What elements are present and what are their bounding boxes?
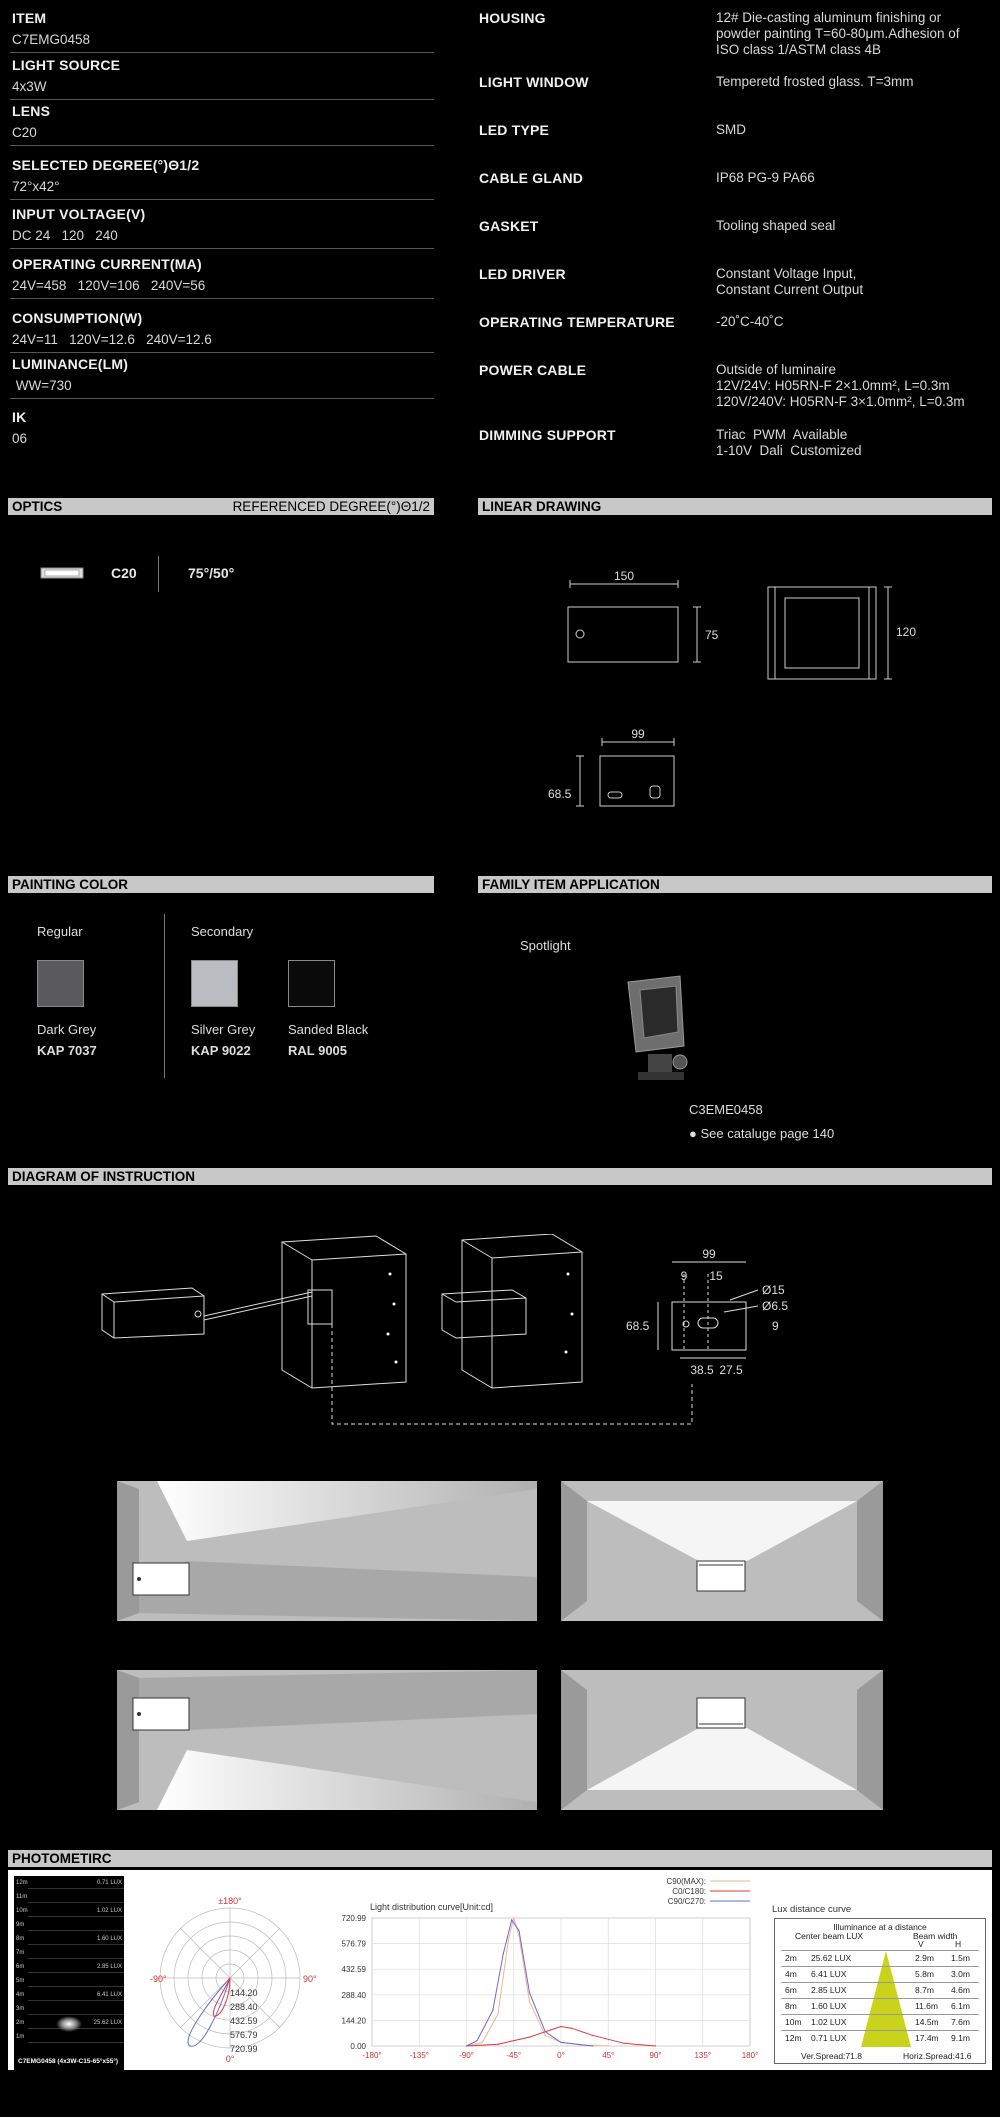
spec-divider — [10, 352, 434, 353]
chart-x-tick: 45° — [602, 2051, 615, 2060]
chart-point — [608, 2045, 609, 2046]
spec-value: 24V=458 120V=106 240V=56 — [12, 278, 206, 293]
lux-row-h: 3.0m — [951, 1969, 970, 1979]
spec-value: 24V=11 120V=12.6 240V=12.6 — [12, 332, 212, 347]
photometric-header — [8, 1850, 992, 1867]
diagram-header — [8, 1168, 992, 1185]
thumbnail-caption: C7EMG0458 (4x3W-C15-65°x55°) — [18, 2058, 119, 2065]
lux-row-v: 8.7m — [915, 1985, 934, 1995]
polar-diagram — [150, 1890, 318, 2066]
spec-value: DC 24 120 240 — [12, 228, 118, 243]
lux-row-distance: 12m — [785, 2033, 802, 2043]
chart-point — [529, 2001, 530, 2002]
thumbnail-gridline — [28, 1888, 124, 1889]
chart-x-tick: -45° — [506, 2051, 522, 2060]
optics-divider — [158, 556, 159, 592]
chart-point — [545, 2031, 546, 2032]
spec-label: LIGHT SOURCE — [12, 57, 121, 73]
chart-legend — [666, 1877, 750, 1906]
spec-label: LIGHT WINDOW — [479, 74, 589, 90]
spec-divider — [10, 199, 434, 200]
polar-ring-2: 288.40 — [230, 2002, 258, 2012]
lux-table-header-v: V — [918, 1939, 924, 1949]
spec-label: SELECTED DEGREE(°)Θ1/2 — [12, 157, 200, 173]
chart-point — [511, 1919, 512, 1920]
diagram-dim-9: 9 — [680, 1269, 688, 1283]
lux-row-value: 25.62 LUX — [811, 1953, 852, 1963]
polar-bottom-label: 0° — [225, 2054, 235, 2064]
thumbnail-lux: 1.02 LUX — [96, 1908, 122, 1914]
polar-left-label: -90° — [150, 1974, 167, 1984]
spec-value: Triac PWM Available 1-10V Dali Customized — [716, 427, 862, 458]
spec-value: Constant Voltage Input, Constant Current Output — [716, 266, 864, 297]
color-swatch — [288, 960, 335, 1007]
spec-value: SMD — [716, 122, 746, 137]
thumbnail-gridline — [28, 1972, 124, 1973]
spec-value: IP68 PG-9 PA66 — [716, 170, 815, 185]
thumbnail-distance: 3m — [16, 2006, 25, 2012]
thumbnail-gridline — [28, 1944, 124, 1945]
family-item-header — [478, 876, 992, 893]
chart-x-tick: 0° — [557, 2051, 565, 2060]
spec-divider — [10, 298, 434, 299]
lux-table — [774, 1918, 986, 2064]
painting-color-header — [8, 876, 434, 893]
linear-drawing-title: LINEAR DRAWING — [482, 499, 602, 514]
lux-row-distance: 6m — [785, 1985, 797, 1995]
thumbnail-lux: 2.85 LUX — [96, 1964, 122, 1970]
chart-grid — [342, 1914, 759, 2060]
lux-table-title: Illuminance at a distance — [833, 1922, 927, 1932]
lux-row-value: 1.02 LUX — [811, 2017, 847, 2027]
spec-value: -20˚C-40˚C — [716, 314, 784, 329]
spec-value: 4x3W — [12, 79, 47, 94]
polar-ring-4: 576.79 — [230, 2030, 258, 2040]
chart-point — [503, 1953, 504, 1954]
lux-row-line — [781, 1966, 979, 1967]
thumbnail-lux: 0.71 LUX — [96, 1880, 122, 1886]
family-catalogue-link[interactable]: ● See cataluge page 140 — [689, 1126, 835, 1141]
lux-row-distance: 8m — [785, 2001, 797, 2011]
chart-point — [592, 2035, 593, 2036]
beam-panel-side-down — [117, 1670, 537, 1810]
lux-row-value: 0.71 LUX — [811, 2033, 847, 2043]
spec-label: LUMINANCE(LM) — [12, 356, 129, 372]
spec-label: LENS — [12, 103, 51, 119]
light-distribution-chart — [330, 1874, 760, 2070]
photometric-thumbnail — [14, 1876, 124, 2070]
diagram-dim-9b: 9 — [772, 1319, 779, 1333]
optics-lens: C20 — [111, 565, 137, 581]
polar-ring-5: 720.99 — [230, 2044, 258, 2054]
thumbnail-gridline — [28, 2042, 124, 2043]
spotlight-image — [618, 972, 718, 1092]
lux-row-v: 2.9m — [915, 1953, 934, 1963]
dim-99: 99 — [631, 727, 645, 741]
regular-label: Regular — [37, 924, 83, 939]
diagram-dim-15: 15 — [709, 1269, 723, 1283]
lux-row-distance: 10m — [785, 2017, 802, 2027]
chart-point — [623, 2043, 624, 2044]
spec-divider — [10, 398, 434, 399]
chart-x-tick: -180° — [362, 2051, 382, 2060]
lux-row-h: 7.6m — [951, 2017, 970, 2027]
thumbnail-lux: 6.41 LUX — [96, 1992, 122, 1998]
optics-title: OPTICS — [12, 499, 63, 514]
thumbnail-gridline — [28, 2000, 124, 2001]
thumbnail-beam — [56, 2016, 82, 2032]
beam-panel-front-down — [561, 1670, 883, 1810]
family-category: Spotlight — [520, 938, 571, 953]
thumbnail-distance: 1m — [16, 2034, 25, 2040]
thumbnail-distance: 12m — [16, 1880, 28, 1886]
linear-drawing-header — [478, 498, 992, 515]
spec-label: IK — [12, 409, 27, 425]
linear-drawing — [540, 560, 960, 820]
spec-label: GASKET — [479, 218, 539, 234]
thumbnail-distance: 6m — [16, 1964, 25, 1970]
spec-value: C7EMG0458 — [12, 32, 91, 47]
lux-row-line — [781, 1950, 979, 1951]
color-code: KAP 9022 — [191, 1043, 251, 1058]
painting-color-title: PAINTING COLOR — [12, 877, 128, 892]
spec-label: CABLE GLAND — [479, 170, 584, 186]
color-swatch — [37, 960, 84, 1007]
dim-75: 75 — [705, 628, 719, 642]
lux-row-v: 17.4m — [915, 2033, 939, 2043]
lux-row-h: 1.5m — [951, 1953, 970, 1963]
family-item-code: C3EME0458 — [689, 1102, 763, 1117]
chart-x-tick: 135° — [694, 2051, 712, 2060]
thumbnail-distance: 5m — [16, 1978, 25, 1984]
optics-degree: 75°/50° — [188, 565, 235, 581]
chart-y-tick: 144.20 — [341, 2016, 366, 2026]
chart-point — [529, 1992, 530, 1993]
chart-point — [492, 2010, 493, 2011]
spec-value: Outside of luminaire 12V/24V: H05RN-F 2×1.0mm², L=0.3m 120V/240V: H05RN-F 3×1.0mm², L=0.3m — [716, 362, 965, 409]
chart-series-line — [467, 1920, 593, 2046]
thumbnail-gridline — [28, 2014, 124, 2015]
lux-row-h: 4.6m — [951, 1985, 970, 1995]
diagram-phi15: Ø15 — [762, 1283, 785, 1297]
thumbnail-distance: 7m — [16, 1950, 25, 1956]
chart-point — [513, 1917, 514, 1918]
optics-header — [8, 498, 434, 515]
lux-row-v: 11.6m — [915, 2001, 938, 2011]
spec-label: OPERATING CURRENT(MA) — [12, 256, 202, 272]
diagram-dim-99: 99 — [702, 1247, 716, 1261]
chart-point — [571, 2028, 572, 2029]
chart-x-tick: 180° — [741, 2051, 759, 2060]
installation-diagram — [90, 1234, 850, 1434]
chart-point — [560, 2026, 561, 2027]
polar-ring-3: 432.59 — [230, 2016, 258, 2026]
polar-ring-1: 144.20 — [230, 1988, 258, 1998]
lux-row-distance: 2m — [785, 1953, 797, 1963]
dim-120: 120 — [896, 625, 917, 639]
thumbnail-lux: 25.62 LUX — [93, 2020, 122, 2026]
beam-panel-front-up — [561, 1481, 883, 1621]
color-code: RAL 9005 — [288, 1043, 348, 1058]
lux-row-line — [781, 1982, 979, 1983]
chart-point — [655, 2045, 656, 2046]
lux-row-v: 5.8m — [915, 1969, 934, 1979]
spec-value: 72°x42° — [12, 179, 60, 194]
chart-point — [545, 2035, 546, 2036]
spec-label: LED DRIVER — [479, 266, 566, 282]
lux-table-header-lux: Center beam LUX — [795, 1931, 864, 1941]
spec-label: POWER CABLE — [479, 362, 587, 378]
lux-row-h: 6.1m — [951, 2001, 970, 2011]
spec-label: HOUSING — [479, 10, 546, 26]
chart-x-tick: -90° — [459, 2051, 474, 2060]
ver-spread: Ver.Spread:71.8 — [801, 2051, 862, 2061]
thumbnail-gridline — [28, 1958, 124, 1959]
spec-divider — [10, 99, 434, 100]
lux-table-header-width: Beam width — [913, 1931, 958, 1941]
lux-row-v: 14.5m — [915, 2017, 939, 2027]
spec-label: INPUT VOLTAGE(V) — [12, 206, 146, 222]
polar-right-label: 90° — [303, 1974, 317, 1984]
chart-point — [592, 2045, 593, 2046]
lux-table-header-h: H — [955, 1939, 962, 1949]
diagram-dim-27-5: 27.5 — [719, 1363, 743, 1377]
lux-row-distance: 4m — [785, 1969, 797, 1979]
chart-point — [497, 2013, 498, 2014]
lux-row-value: 1.60 LUX — [811, 2001, 847, 2011]
thumbnail-distance: 10m — [16, 1908, 28, 1914]
spec-label: OPERATING TEMPERATURE — [479, 314, 675, 330]
legend-label: C90/C270: — [667, 1897, 706, 1906]
lux-row-value: 6.41 LUX — [811, 1969, 847, 1979]
chart-y-tick: 0.00 — [350, 2042, 366, 2051]
spec-value: Temperetd frosted glass. T=3mm — [716, 74, 914, 89]
chart-series-line — [467, 1918, 609, 2046]
spec-divider — [10, 145, 434, 146]
chart-point — [466, 2045, 467, 2046]
dim-68-5: 68.5 — [548, 787, 572, 801]
color-name: Dark Grey — [37, 1022, 97, 1037]
spec-label: ITEM — [12, 10, 47, 26]
chart-point — [550, 2029, 551, 2030]
chart-point — [529, 2037, 530, 2038]
spec-label: CONSUMPTION(W) — [12, 310, 143, 326]
thumbnail-gridline — [28, 1986, 124, 1987]
photometric-title: PHOTOMETIRC — [12, 1851, 112, 1866]
diagram-phi6-5: Ø6.5 — [762, 1299, 789, 1313]
color-name: Sanded Black — [288, 1022, 369, 1037]
lux-row-line — [781, 2030, 979, 2031]
spec-value: C20 — [12, 125, 37, 140]
thumbnail-distance: 2m — [16, 2020, 25, 2026]
chart-y-tick: 720.99 — [341, 1914, 366, 1923]
chart-point — [476, 2040, 477, 2041]
spec-value: 12# Die-casting aluminum finishing or powder painting T=60-80μm.Adhesion of ISO class 1/ASTM class 4B — [716, 10, 964, 57]
spec-label: DIMMING SUPPORT — [479, 427, 616, 443]
chart-point — [508, 1939, 509, 1940]
polar-top-label: ±180° — [218, 1896, 242, 1906]
spec-value: WW=730 — [12, 378, 72, 393]
chart-point — [560, 2042, 561, 2043]
lux-row-value: 2.85 LUX — [811, 1985, 847, 1995]
beam-panel-side-up — [117, 1481, 537, 1621]
thumbnail-gridline — [28, 1916, 124, 1917]
optics-subtitle: REFERENCED DEGREE(°)Θ1/2 — [232, 499, 430, 514]
secondary-label: Secondary — [191, 924, 254, 939]
dim-150: 150 — [613, 569, 635, 583]
lux-row-h: 9.1m — [951, 2033, 970, 2043]
chart-y-tick: 576.79 — [341, 1939, 366, 1949]
lens-icon — [40, 566, 84, 580]
color-code: KAP 7037 — [37, 1043, 97, 1058]
spec-label: LED TYPE — [479, 122, 550, 138]
lux-row-line — [781, 1998, 979, 1999]
color-swatch — [191, 960, 238, 1007]
color-name: Silver Grey — [191, 1022, 256, 1037]
diagram-dim-38-5: 38.5 — [690, 1363, 714, 1377]
legend-label: C0/C180: — [672, 1887, 706, 1896]
chart-y-tick: 432.59 — [341, 1965, 366, 1975]
hor-spread: Horiz.Spread:41.6 — [903, 2051, 972, 2061]
thumbnail-lux: 1.60 LUX — [96, 1936, 122, 1942]
thumbnail-distance: 9m — [16, 1922, 25, 1928]
chart-x-tick: -135° — [409, 2051, 429, 2060]
spec-divider — [10, 52, 434, 53]
thumbnail-gridline — [28, 1902, 124, 1903]
thumbnail-gridline — [28, 1930, 124, 1931]
chart-point — [518, 1930, 519, 1931]
chart-point — [497, 2044, 498, 2045]
chart-point — [482, 2042, 483, 2043]
spec-value: 06 — [12, 431, 28, 446]
legend-label: C90(MAX): — [666, 1877, 706, 1886]
thumbnail-distance: 4m — [16, 1992, 25, 1998]
painting-divider — [164, 914, 165, 1078]
chart-x-tick: 90° — [649, 2051, 662, 2060]
spec-divider — [10, 248, 434, 249]
family-item-title: FAMILY ITEM APPLICATION — [482, 877, 660, 892]
thumbnail-distance: 8m — [16, 1936, 25, 1942]
diagram-dim-68-5: 68.5 — [626, 1319, 650, 1333]
diagram-title: DIAGRAM OF INSTRUCTION — [12, 1169, 195, 1184]
spec-value: Tooling shaped seal — [716, 218, 836, 233]
thumbnail-distance: 11m — [16, 1894, 28, 1900]
chart-y-tick: 288.40 — [341, 1990, 366, 2000]
lux-distance-title: Lux distance curve — [772, 1904, 852, 1915]
chart-title: Light distribution curve[Unit:cd] — [370, 1902, 494, 1912]
lux-row-line — [781, 2014, 979, 2015]
